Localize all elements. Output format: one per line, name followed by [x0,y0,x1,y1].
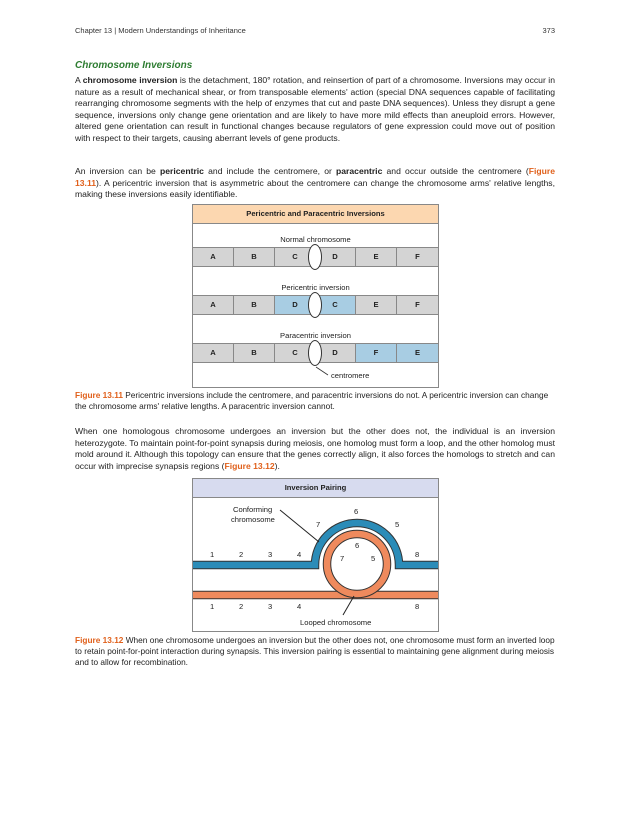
gene-number: 4 [297,550,302,559]
para2-text-4: ). A pericentric inversion that is asymmetric about the centromere can change the chromosome arms' relative lengths, making these inversions easily identifiable. [75,177,555,200]
centromere [308,292,322,318]
gene-number: 6 [355,541,360,550]
segment: A [193,344,234,362]
para2-text-3: and occur outside the centromere ( [382,166,529,176]
row-label-normal: Normal chromosome [280,235,351,244]
section-title: Chromosome Inversions [75,60,193,71]
conforming-pointer [280,510,319,542]
gene-number: 5 [395,520,400,529]
gene-number: 7 [316,520,321,529]
chapter-title: Chapter 13 | Modern Understandings of Inheritance [75,26,246,35]
para3-text-1: When one homologous chromosome undergoes an inversion but the other does not, the individual is an inversion heterozygote. To maintain point-for-point synapsis during meiosis, one homolog must form a loop, and the other homolog must mold around it. Although this topology can ensure that the genes correctly align, it also forces the homologs to stretch and can occur with imprecise synapsis regions ( [75,426,555,471]
segment: C [275,248,315,266]
conforming-label-line1: Conforming [233,505,273,514]
term-chromosome-inversion: chromosome inversion [82,75,178,85]
caption-figure-label: Figure 13.12 [75,635,124,645]
figure-13-11-link[interactable]: Figure 13.11 [75,166,555,188]
row-label-paracentric: Paracentric inversion [280,331,351,340]
para2-text-1: An inversion can be [75,166,161,176]
gene-number: 3 [268,550,273,559]
segment: B [234,296,275,314]
para1-body: is the detachment, 180° rotation, and reinsertion of part of a chromosome. Inversions may occur in nature as a result of mechanical shear, or from transposable elements' action (special DNA sequences capable of facilitating rearranging chromosome segments with the help of enzymes that cut and paste DNA sequences). Unless they disrupt a gene sequence, inversions only change gene orientation and are likely to have more mild effects than aneuploid errors. However, altered gene orientation can result in functional changes because regulators of gene expression could move out of position with respect to their targets, causing aberrant levels of gene products. [75,75,555,143]
segment: A [193,296,234,314]
gene-number: 6 [354,507,359,516]
segment: E [356,296,397,314]
gene-number: 5 [371,554,376,563]
term-pericentric: pericentric [160,166,204,176]
segment: F [397,296,438,314]
figure-13-12 [192,478,439,632]
figure-13-12-title: Inversion Pairing [193,479,438,498]
figure-13-11-caption [75,390,555,412]
row-label-pericentric: Pericentric inversion [281,283,350,292]
centromere [308,340,322,366]
centromere-pointer-line [316,367,328,375]
inversion-pairing-diagram [193,479,438,631]
gene-number: 1 [210,602,215,611]
para3-text-2: ). [274,460,280,471]
caption-text: When one chromosome undergoes an inversion but the other does not, one chromosome must form an inverted loop to retain point-for-point interaction during synapsis. This inversion pairing is essential to maintaining gene alignment during meiosis and to allow for recombination. [75,635,555,668]
conforming-chromosome [193,523,438,565]
chromosome-paracentric [193,343,438,363]
segment-inverted: F [356,344,397,362]
chromosome-normal [193,247,438,267]
segment: F [397,248,438,266]
para1-lead: A [75,75,83,85]
chromosome-pericentric [193,295,438,315]
segment: B [234,248,275,266]
segment: C [275,344,315,362]
segment: D [315,344,356,362]
gene-number: 8 [415,550,420,559]
gene-number: 2 [239,550,244,559]
caption-figure-label: Figure 13.11 [75,390,123,400]
figure-13-11 [192,204,439,388]
gene-number: 4 [297,602,302,611]
conforming-label-line2: chromosome [231,515,275,524]
paragraph-inversion-types [75,166,555,201]
gene-number: 1 [210,550,215,559]
segment: D [315,248,356,266]
running-header [75,26,555,35]
centromere [308,244,322,270]
figure-13-11-title: Pericentric and Paracentric Inversions [193,205,438,224]
para2-text-2: and include the centromere, or [203,166,337,176]
segment-inverted: D [275,296,315,314]
caption-text: Pericentric inversions include the centromere, and paracentric inversions do not. A pericentric inversion can change the chromosome arms' relative lengths. A paracentric inversion cannot. [75,390,549,412]
figure-13-12-link[interactable]: Figure 13.12 [224,460,275,471]
paragraph-inversion-heterozygote [75,426,555,472]
term-paracentric: paracentric [336,166,383,176]
paragraph-inversion-definition [75,75,555,145]
gene-number: 3 [268,602,273,611]
segment: E [356,248,397,266]
gene-number: 8 [415,602,420,611]
segment: B [234,344,275,362]
gene-number: 7 [340,554,345,563]
centromere-label: centromere [331,371,370,380]
segment: A [193,248,234,266]
page-number: 373 [542,26,555,35]
segment-inverted: C [315,296,356,314]
figure-13-12-caption [75,635,555,669]
gene-number: 2 [239,602,244,611]
segment-inverted: E [397,344,438,362]
looped-chromosome-label: Looped chromosome [300,618,372,627]
